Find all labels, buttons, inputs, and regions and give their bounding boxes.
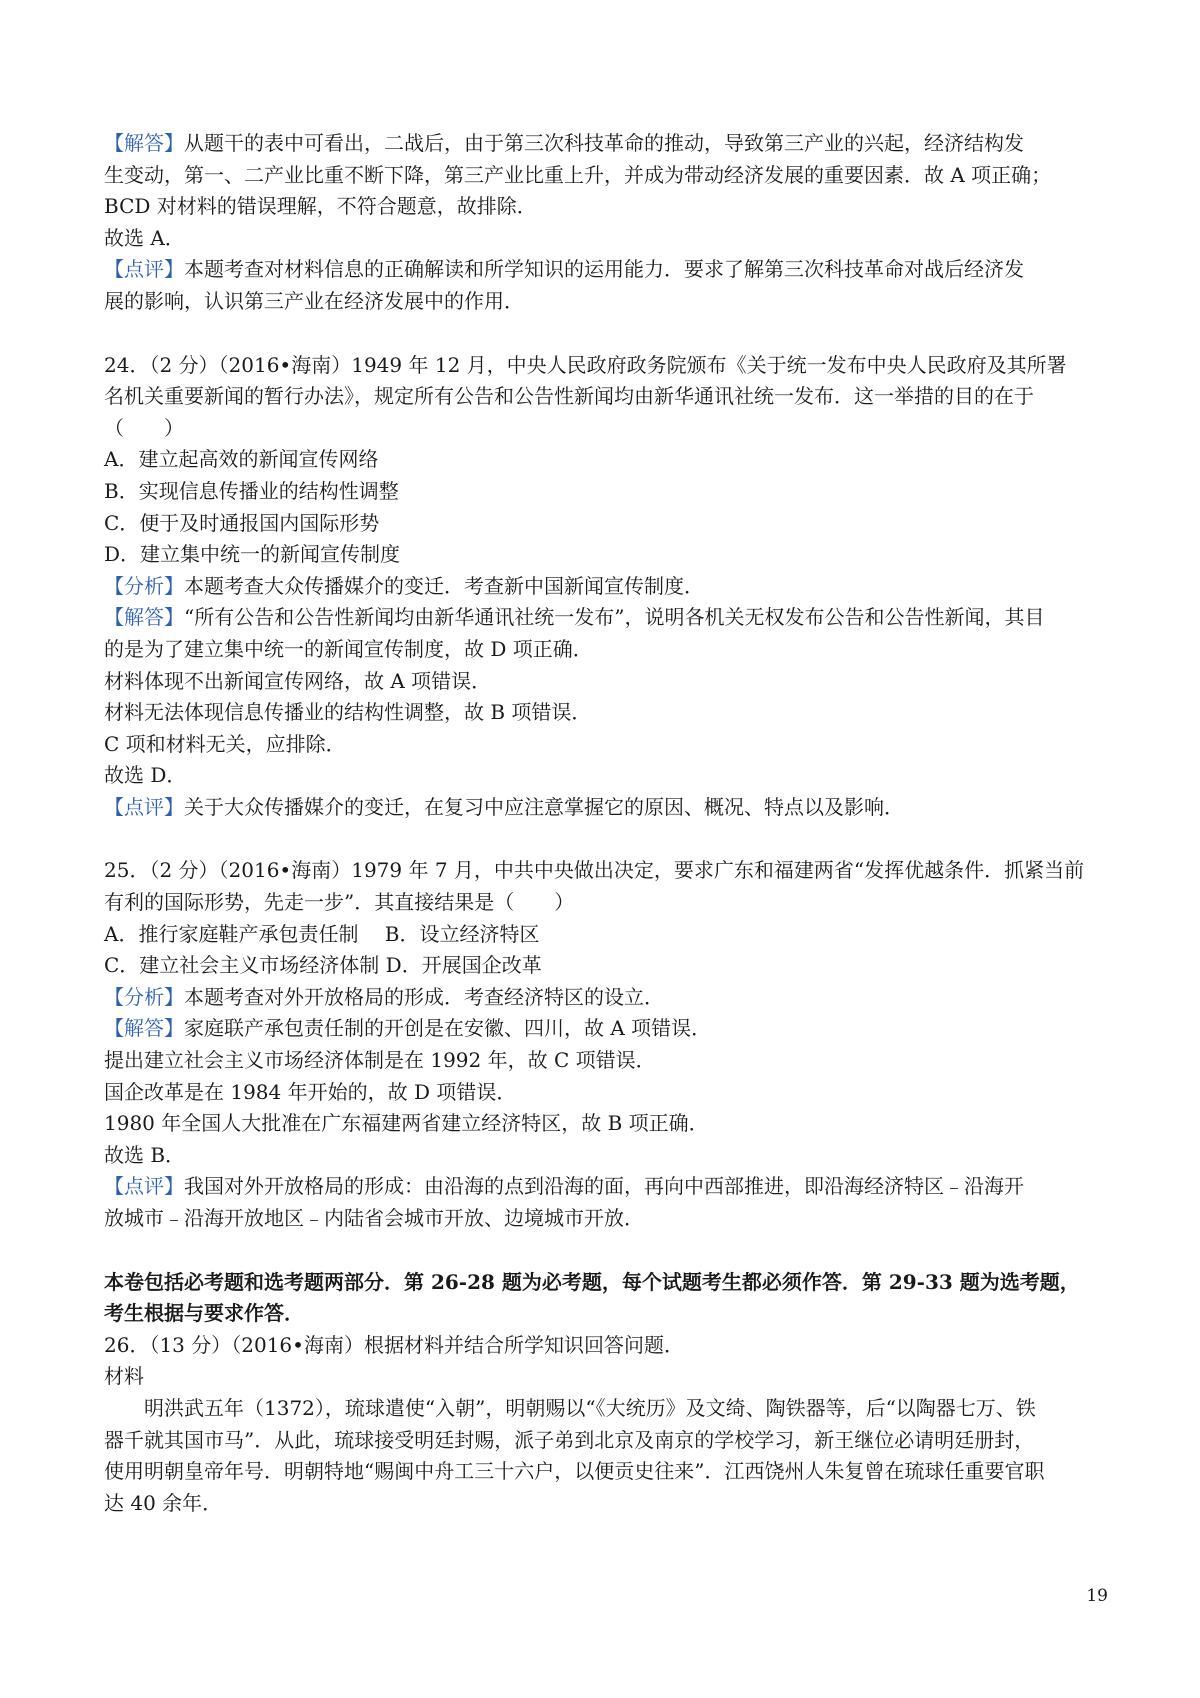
q24-answer-line-5: C 项和材料无关，应排除．: [104, 731, 346, 756]
q24-analysis: 【分析】本题考查大众传播媒介的变迁．考查新中国新闻宣传制度．: [104, 573, 704, 598]
q24-option-a: A．建立起高效的新闻宣传网络: [104, 447, 379, 472]
q25-stem-line-2: 有利的国际形势，先走一步”．其直接结果是（ ）: [104, 890, 575, 915]
analysis-tag: 【分析】: [104, 573, 184, 598]
q26-material-label: 材料: [104, 1364, 144, 1389]
q24-stem-line-2: 名机关重要新闻的暂行办法》，规定所有公告和公告性新闻均由新华通讯社统一发布．这一举措的目的在于: [104, 384, 1034, 409]
q26-material-line-1: 明洪武五年（1372），琉球遣使“入朝”，明朝赐以“《大统历》及文绮、陶铁器等，后“以陶器七万、铁: [144, 1395, 1036, 1420]
section-note-line-2: 考生根据与要求作答．: [104, 1301, 304, 1326]
q25-stem-line-1: 25．（2 分）（2016•海南）1979 年 7 月，中共中央做出决定，要求广东和福建两省“发挥优越条件．抓紧当前: [104, 858, 1085, 883]
q25-answer-line-1: 【解答】家庭联产承包责任制的开创是在安徽、四川，故 A 项错误．: [104, 1016, 712, 1041]
answer-tag: 【解答】: [104, 131, 184, 155]
review-tag: 【点评】: [104, 257, 184, 282]
q25-review-line-1: 【点评】我国对外开放格局的形成：由沿海的点到沿海的面，再向中西部推进，即沿海经济特区﹣沿海开: [104, 1174, 1024, 1199]
q25-answer-line-3: 国企改革是在 1984 年开始的，故 D 项错误．: [104, 1079, 517, 1104]
q24-answer-line-3: 材料体现不出新闻宣传网络，故 A 项错误．: [104, 668, 492, 693]
q24-option-d: D．建立集中统一的新闻宣传制度: [104, 542, 401, 567]
review-tag: 【点评】: [104, 794, 184, 819]
spacer: [104, 318, 1104, 350]
q23-answer-line-1: 【解答】从题干的表中可看出，二战后，由于第三次科技革命的推动，导致第三产业的兴起，经济结构发: [104, 131, 1024, 155]
page-number: 19: [1086, 1586, 1108, 1606]
answer-tag: 【解答】: [104, 605, 184, 630]
q25-answer-line-2: 提出建立社会主义市场经济体制是在 1992 年，故 C 项错误．: [104, 1048, 656, 1073]
q24-stem-line-3: （ ）: [104, 415, 184, 440]
q25-answer-line-4: 1980 年全国人大批准在广东福建两省建立经济特区，故 B 项正确．: [104, 1111, 709, 1136]
spacer: [104, 823, 1104, 855]
q23-answer-line-2: 生变动，第一、二产业比重不断下降，第三产业比重上升，并成为带动经济发展的重要因素．故 A 项正确；: [104, 162, 1052, 187]
q26-material-line-3: 使用明朝皇帝年号．明朝特地“赐闽中舟工三十六户，以便贡史往来”．江西饶州人朱复曾在琉球任重要官职: [104, 1459, 1045, 1484]
page-content: [104, 128, 1104, 1519]
q26-material-line-4: 达 40 余年．: [104, 1490, 223, 1515]
q24-stem-line-1: 24．（2 分）（2016•海南）1949 年 12 月，中央人民政府政务院颁布《关于统一发布中央人民政府及其所署: [104, 352, 1067, 377]
q25-answer-line-5: 故选 B．: [104, 1142, 186, 1167]
q24-answer-line-2: 的是为了建立集中统一的新闻宣传制度，故 D 项正确．: [104, 636, 593, 661]
q23-review-line-1: 【点评】本题考查对材料信息的正确解读和所学知识的运用能力．要求了解第三次科技革命对战后经济发: [104, 257, 1024, 282]
q24-answer-line-4: 材料无法体现信息传播业的结构性调整，故 B 项错误．: [104, 700, 592, 725]
q24-option-c: C．便于及时通报国内国际形势: [104, 510, 380, 535]
q23-answer-line-4: 故选 A．: [104, 225, 185, 250]
q24-option-b: B．实现信息传播业的结构性调整: [104, 478, 399, 503]
q26-stem: 26．（13 分）（2016•海南）根据材料并结合所学知识回答问题．: [104, 1332, 684, 1357]
q25-review-line-2: 放城市﹣沿海开放地区﹣内陆省会城市开放、边境城市开放．: [104, 1206, 644, 1230]
q23-review-line-2: 展的影响，认识第三产业在经济发展中的作用．: [104, 288, 524, 313]
q24-answer-line-6: 故选 D．: [104, 763, 187, 788]
section-note-line-1: 本卷包括必考题和选考题两部分．第 26-28 题为必考题，每个试题考生都必须作答．第 29-33 题为选考题，: [104, 1269, 1080, 1294]
spacer: [104, 1235, 1104, 1267]
q26-material-line-2: 器千就其国市马”．从此，琉球接受明廷封赐，派子弟到北京及南京的学校学习，新王继位必请明廷册封，: [104, 1427, 1035, 1452]
review-tag: 【点评】: [104, 1174, 184, 1199]
answer-tag: 【解答】: [104, 1016, 184, 1041]
q25-options-row-1: A．推行家庭鞋产承包责任制 B．设立经济特区: [104, 921, 540, 946]
q25-options-row-2: C．建立社会主义市场经济体制 D．开展国企改革: [104, 953, 542, 978]
q25-analysis: 【分析】本题考查对外开放格局的形成．考查经济特区的设立．: [104, 984, 664, 1009]
q23-answer-line-3: BCD 对材料的错误理解，不符合题意，故排除．: [104, 194, 537, 219]
analysis-tag: 【分析】: [104, 984, 184, 1009]
q24-answer-line-1: 【解答】“所有公告和公告性新闻均由新华通讯社统一发布”，说明各机关无权发布公告和公告性新闻，其目: [104, 605, 1045, 630]
q24-review: 【点评】关于大众传播媒介的变迁，在复习中应注意掌握它的原因、概况、特点以及影响．: [104, 794, 904, 819]
